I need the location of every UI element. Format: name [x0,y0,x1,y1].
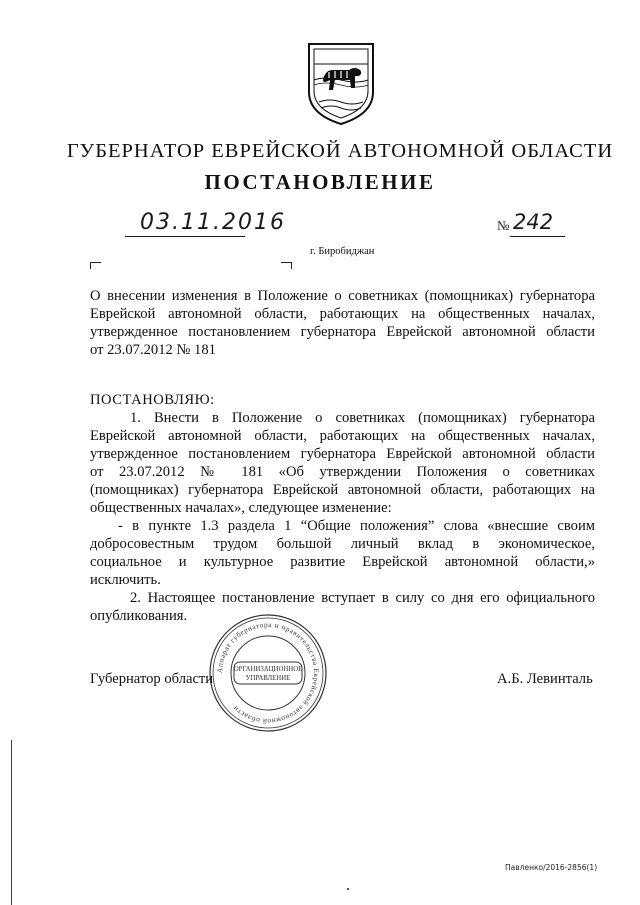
item-2-line: 2. Настоящее постановление вступает в силу со дня его официального [130,590,595,606]
item-1-line: утвержденное постановлением губернатора Еврейской автономной области [90,446,595,462]
city-label: г. Биробиджан [310,246,375,257]
sub-item-line: социальное и культурное развитие Еврейской автономной области,» [90,554,595,570]
left-corner-mark [90,262,101,269]
item-1-line: 1. Внести в Положение о советниках (помощниках) губернатора [130,410,595,426]
handwritten-date: 03.11.2016 [140,210,286,235]
document-body [90,409,595,625]
number-sign: № [497,218,510,233]
number-underline [510,236,565,237]
subject-line: О внесении изменения в Положение о советниках (помощниках) губернатора [90,288,595,304]
issuer-title: ГУБЕРНАТОР ЕВРЕЙСКОЙ АВТОНОМНОЙ ОБЛАСТИ [66,140,614,162]
round-seal-stamp-icon [207,612,329,734]
decree-word: ПОСТАНОВЛЯЮ: [90,392,215,408]
footer-reference: Павленко/2016-2856(1) [505,863,598,872]
item-1-line: общественных началах», следующее изменение: [90,500,392,516]
scan-margin-line [11,740,12,905]
document-type-heading: ПОСТАНОВЛЕНИЕ [204,170,436,194]
item-2-line: опубликования. [90,608,188,624]
stamp-center-line-1: ОРГАНИЗАЦИОННОЕ [233,666,303,673]
scan-speck [347,888,349,890]
sub-item-line: добросовестным трудом большой личный вклад в экономическое, [90,536,595,552]
coat-of-arms-tiger-icon [305,40,377,126]
subject-line: утвержденное постановлением губернатора Еврейской автономной области [90,324,595,340]
signer-name: А.Б. Левинталь [497,671,593,687]
subject-line: Еврейской автономной области, работающих на общественных началах, [90,306,595,322]
stamp-ring-text: Аппарат губернатора и правительства Еврейской автономной области [215,620,321,726]
item-1-line: (помощниках) губернатора Еврейской автономной области, работающих на [90,482,595,498]
item-1-line: от 23.07.2012 № 181 «Об утверждении Положения о советниках [90,464,595,480]
handwritten-number: 242 [513,210,554,234]
date-underline [125,236,245,237]
sub-item-line: исключить. [90,572,161,588]
signer-title: Губернатор области [90,671,214,687]
right-corner-mark [281,262,292,269]
document-subject [90,287,595,359]
subject-line: от 23.07.2012 № 181 [90,342,216,358]
item-1-line: Еврейской автономной области, работающих на общественных началах, [90,428,595,444]
stamp-center-line-2: УПРАВЛЕНИЕ [245,675,291,682]
sub-item-line: - в пункте 1.3 раздела 1 “Общие положения” слова «внесшие своим [118,518,595,534]
